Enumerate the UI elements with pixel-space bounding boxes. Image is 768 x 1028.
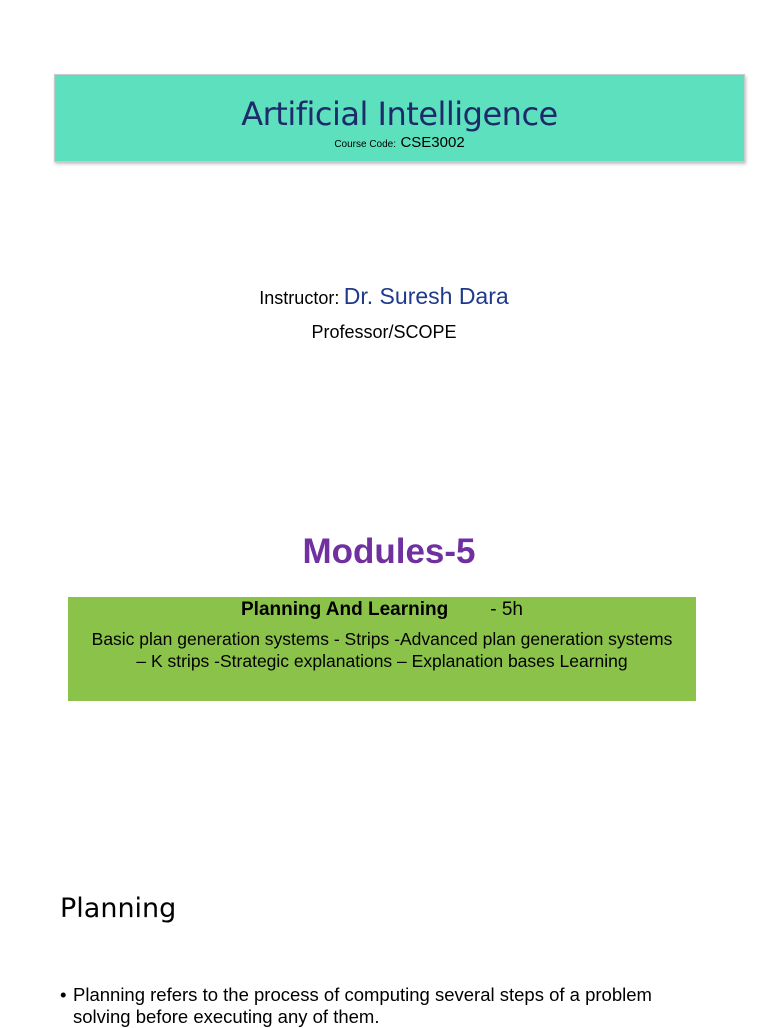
course-code-line — [55, 134, 744, 152]
module-summary-box — [68, 597, 696, 701]
section-title-planning: Planning — [60, 893, 177, 924]
module-hours: - 5h — [490, 599, 523, 620]
course-code-value: CSE3002 — [400, 134, 465, 151]
instructor-line — [0, 283, 768, 310]
course-code-label: Course Code: — [334, 139, 397, 150]
modules-heading: Modules-5 — [302, 532, 476, 571]
module-topic: Planning And Learning — [241, 599, 449, 620]
title-banner — [54, 74, 745, 162]
instructor-role: Professor/SCOPE — [311, 322, 457, 342]
module-description: Basic plan generation systems - Strips -Advanced plan generation systems – K strips -Strategic explanations – Explanation bases Learning — [91, 629, 673, 671]
module-header — [68, 598, 696, 622]
instructor-name: Dr. Suresh Dara — [343, 283, 509, 309]
page-title: Artificial Intelligence — [241, 95, 558, 133]
bullet-item — [60, 984, 700, 1028]
bullet-text: Planning refers to the process of computing several steps of a problem solving before executing any of them. — [73, 984, 652, 1027]
bullet-symbol: • — [60, 984, 67, 1005]
instructor-label: Instructor: — [259, 288, 340, 308]
